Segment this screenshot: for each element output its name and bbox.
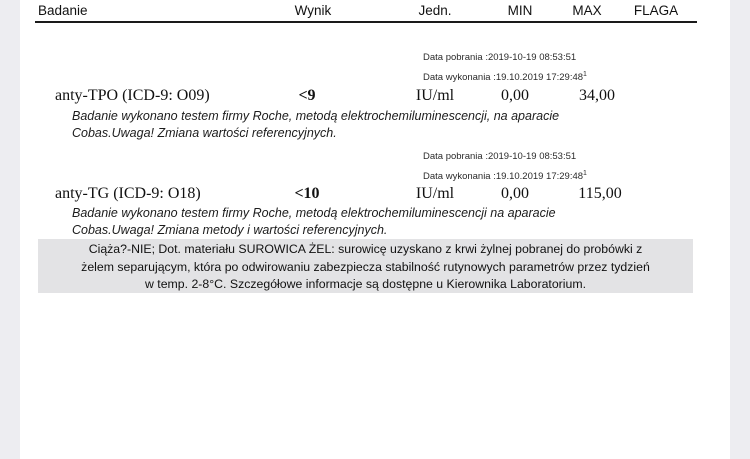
test-result: <9	[298, 87, 316, 104]
test-result: <10	[294, 185, 320, 202]
specimen-info-line: w temp. 2-8°C. Szczegółowe informacje są dostępne u Kierownika Laboratorium.	[145, 277, 586, 291]
header-divider	[35, 21, 697, 23]
test-name: anty-TG (ICD-9: O18)	[55, 185, 201, 202]
test-min: 0,00	[501, 185, 529, 202]
method-note-line: Badanie wykonano testem firmy Roche, metodą elektrochemiluminescencji, na aparacie	[72, 109, 560, 123]
specimen-info-note	[38, 239, 693, 293]
method-note-line: Cobas.Uwaga! Zmiana metody i wartości referencyjnych.	[72, 223, 388, 237]
specimen-info-line: Ciąża?-NIE; Dot. materiału SUROWICA ŻEL: surowicę uzyskano z krwi żylnej pobranej do probówki z	[88, 242, 643, 256]
test-name: anty-TPO (ICD-9: O09)	[55, 87, 210, 104]
test-unit: IU/ml	[415, 87, 455, 104]
method-note-line: Badanie wykonano testem firmy Roche, metodą elektrochemiluminescencji na aparacie	[72, 206, 556, 220]
test-max: 34,00	[579, 87, 615, 104]
column-header-flaga: FLAGA	[633, 3, 679, 18]
test-unit: IU/ml	[415, 185, 455, 202]
execution-date: Data wykonania :19.10.2019 $17:29:48^1$	[423, 170, 587, 183]
footnote-marker: 1	[583, 71, 587, 78]
column-header-wynik: Wynik	[294, 3, 332, 18]
test-min: 0,00	[501, 87, 529, 104]
test-max: 115,00	[578, 185, 622, 202]
execution-date: Data wykonania :19.10.2019 $17:29:48^1$	[423, 71, 587, 84]
column-header-min: MIN	[507, 3, 533, 18]
specimen-info-line: żelem separującym, która po odwirowaniu zabezpiecza stabilność rutynowych parametrów przez tydzień	[81, 259, 650, 274]
collection-date: Data pobrania :2019-10-19 08:53:51	[423, 151, 577, 162]
column-header-max: MAX	[572, 3, 602, 18]
lab-report-page	[20, 0, 730, 459]
method-note-line: Cobas.Uwaga! Zmiana wartości referencyjnych.	[72, 126, 337, 140]
collection-date: Data pobrania :2019-10-19 08:53:51	[423, 52, 577, 63]
footnote-marker: 1	[583, 170, 587, 177]
column-header-badanie: Badanie	[38, 3, 88, 18]
column-header-jedn: Jedn.	[418, 3, 452, 18]
